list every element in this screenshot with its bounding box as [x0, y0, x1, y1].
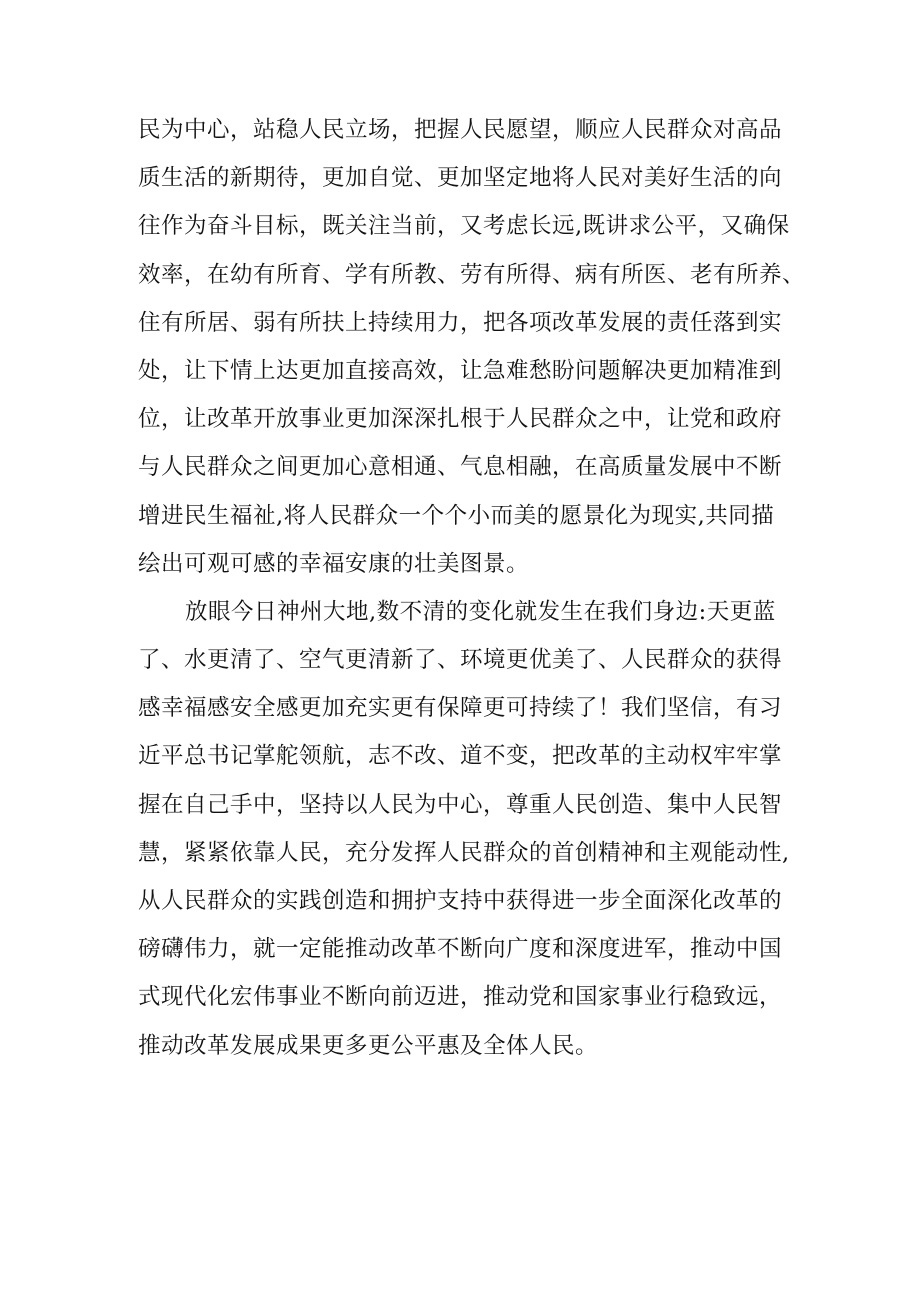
text-line-first: 放眼今日神州大地,数不清的变化就发生在我们身边:天更蓝	[185, 598, 776, 625]
text-line: 绘出可观可感的幸福安康的壮美图景。	[138, 550, 530, 577]
text-line: 式现代化宏伟事业不断向前迈进，推动党和国家事业行稳致远，	[138, 984, 783, 1011]
paragraph-1	[138, 106, 806, 588]
text-line: 处，让下情上达更加直接高效，让急难愁盼问题解决更加精准到	[138, 357, 783, 384]
text-line: 效率，在幼有所育、学有所教、劳有所得、病有所医、老有所养、	[138, 261, 806, 288]
text-line: 感幸福感安全感更加充实更有保障更可持续了！我们坚信，有习	[138, 695, 783, 722]
text-line: 往作为奋斗目标，既关注当前，又考虑长远,既讲求公平，又确保	[138, 213, 790, 240]
text-line: 磅礴伟力，就一定能推动改革不断向广度和深度进军，推动中国	[138, 936, 783, 963]
text-line: 握在自己手中，坚持以人民为中心，尊重人民创造、集中人民智	[138, 791, 783, 818]
text-line: 质生活的新期待，更加自觉、更加坚定地将人民对美好生活的向	[138, 165, 783, 192]
text-line: 与人民群众之间更加心意相通、气息相融，在高质量发展中不断	[138, 454, 783, 481]
text-line: 从人民群众的实践创造和拥护支持中获得进一步全面深化改革的	[138, 888, 783, 914]
text-line: 位，让改革开放事业更加深深扎根于人民群众之中，让党和政府	[138, 406, 783, 433]
paragraph-2	[138, 588, 788, 1070]
text-line: 民为中心，站稳人民立场，把握人民愿望，顺应人民群众对高品	[138, 117, 783, 143]
text-line: 推动改革发展成果更多更公平惠及全体人民。	[138, 1032, 599, 1059]
text-line: 慧，紧紧依靠人民，充分发挥人民群众的首创精神和主观能动性,	[138, 839, 790, 866]
body-text	[138, 106, 806, 1070]
text-line: 增进民生福祉,将人民群众一个个小而美的愿景化为现实,共同描	[138, 502, 775, 529]
text-line: 住有所居、弱有所扶上持续用力，把各项改革发展的责任落到实	[138, 309, 783, 336]
text-line: 近平总书记掌舵领航，志不改、道不变，把改革的主动权牢牢掌	[138, 743, 783, 770]
text-line: 了、水更清了、空气更清新了、环境更优美了、人民群众的获得	[138, 647, 783, 674]
